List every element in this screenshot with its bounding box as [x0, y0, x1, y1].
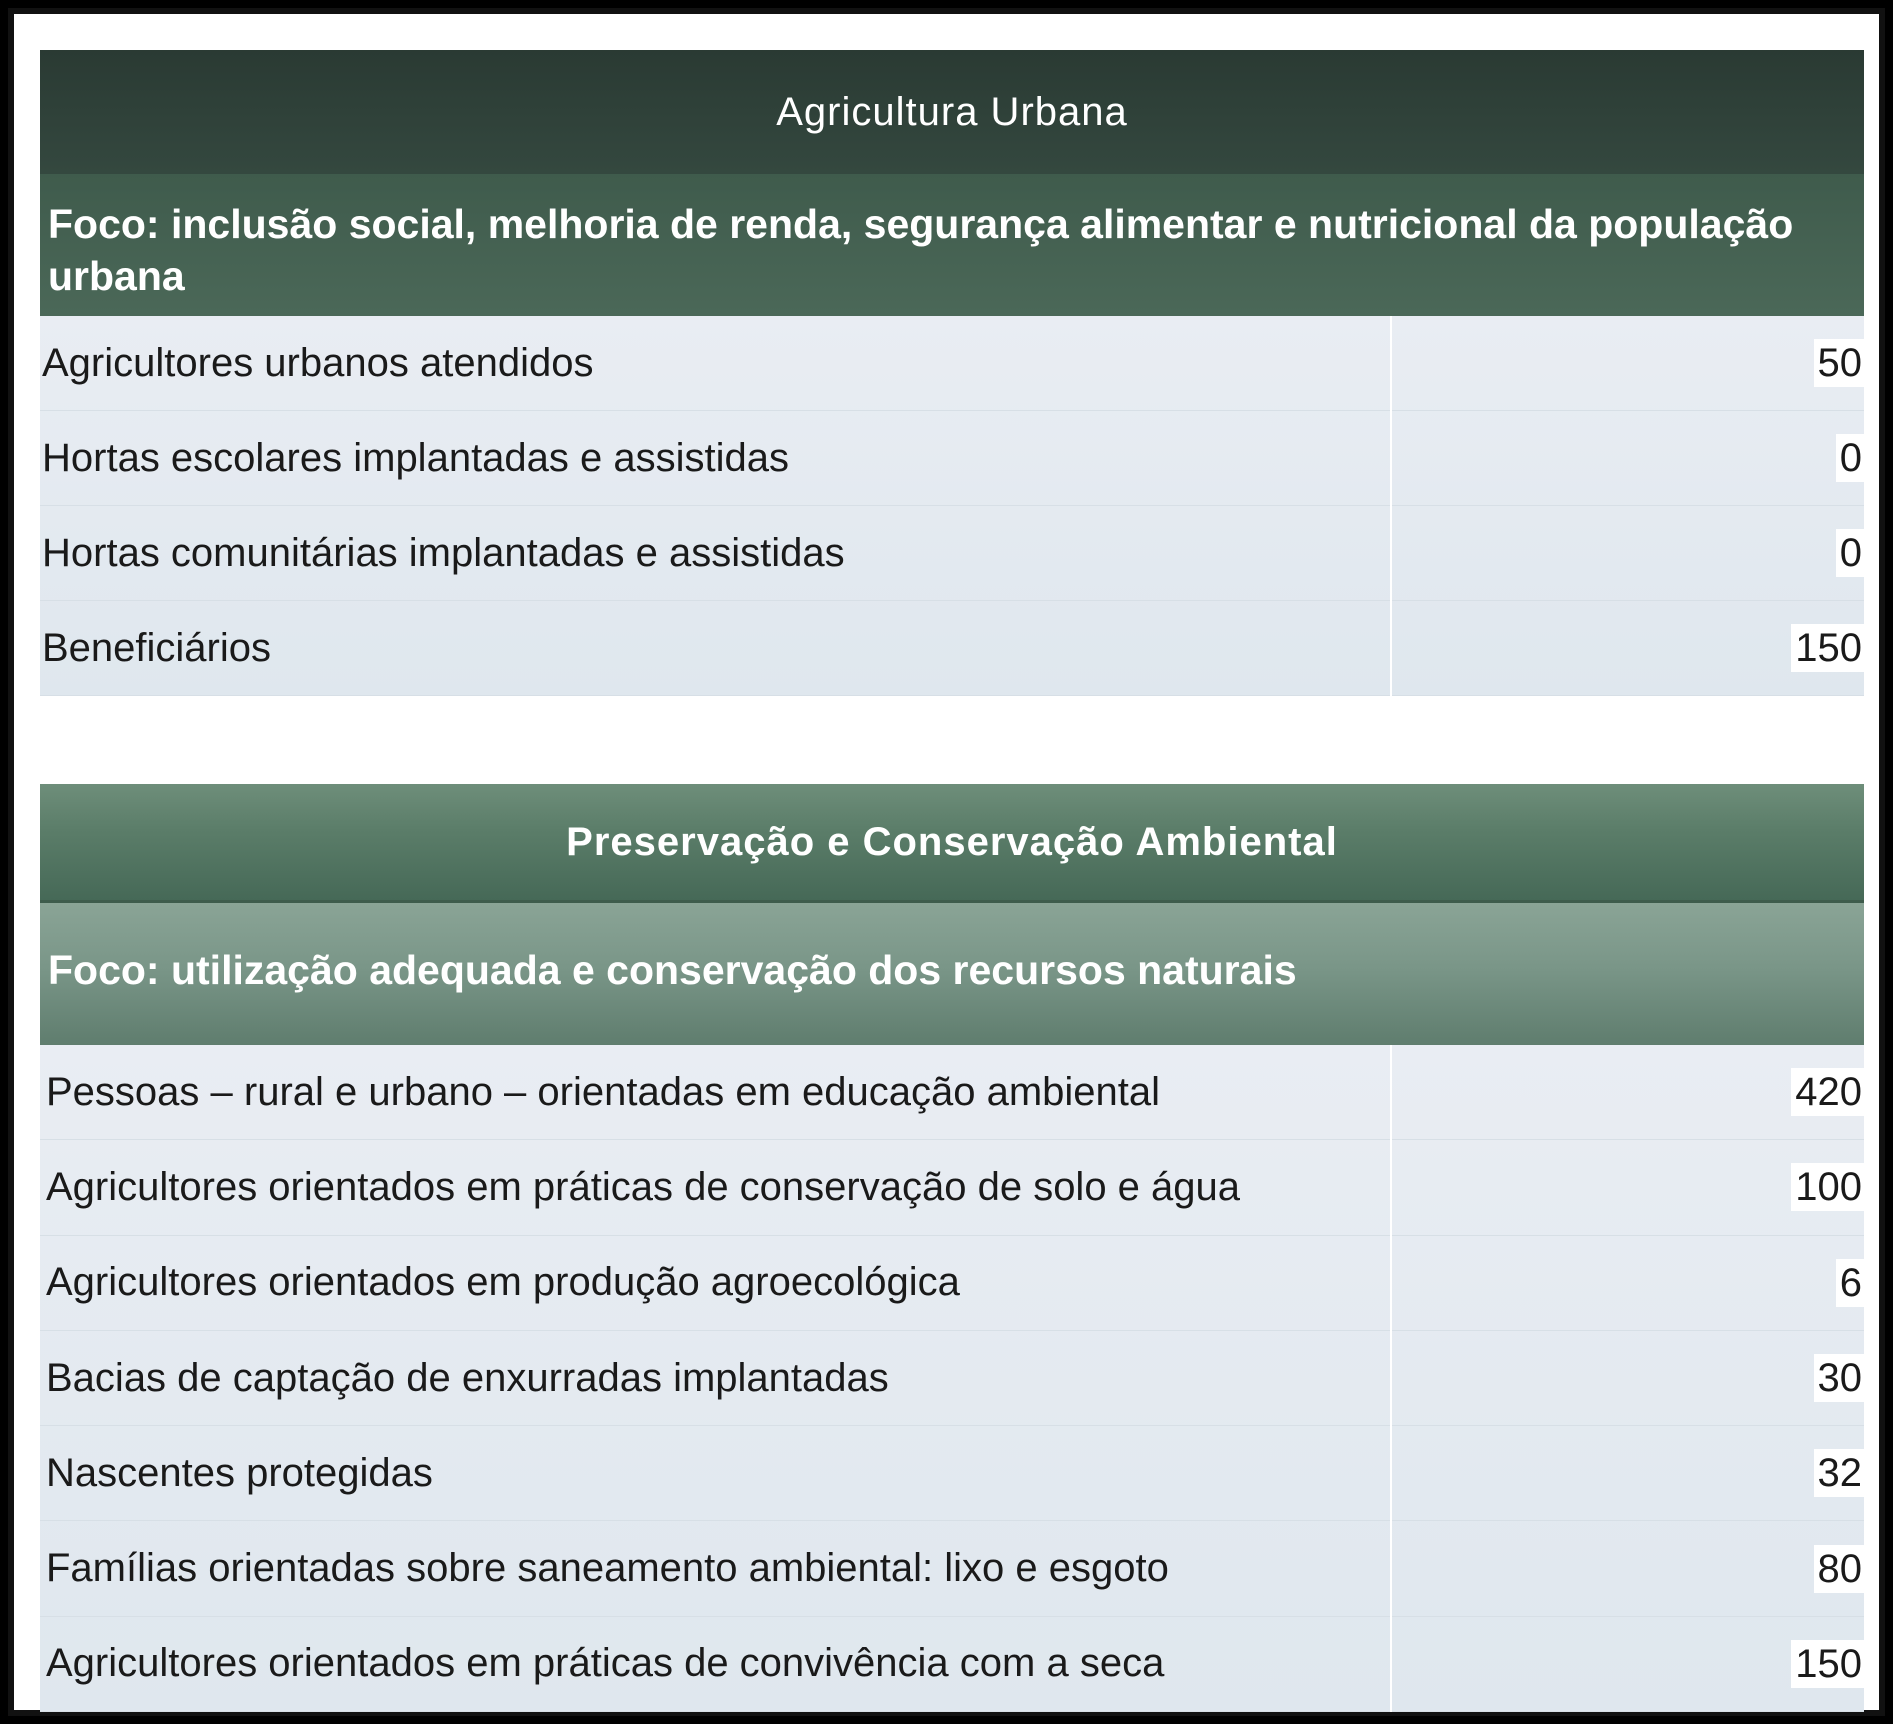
table-body: [40, 1045, 1864, 1712]
table-row: [40, 316, 1864, 411]
row-label: Agricultores orientados em práticas de convivência com a seca: [46, 1641, 1165, 1686]
table-row: [40, 506, 1864, 601]
table-row: [40, 1045, 1864, 1140]
row-value: 32: [1814, 1449, 1865, 1497]
row-label: Agricultores orientados em práticas de conservação de solo e água: [46, 1164, 1241, 1209]
row-label: Hortas escolares implantadas e assistidas: [42, 435, 790, 480]
table-row: [40, 1521, 1864, 1616]
row-value: 80: [1814, 1545, 1865, 1593]
row-label: Bacias de captação de enxurradas implantadas: [46, 1355, 889, 1400]
table-row: [40, 601, 1864, 696]
row-value: 150: [1791, 1640, 1864, 1688]
section-title: Agricultura Urbana: [40, 50, 1864, 174]
row-value: 0: [1836, 529, 1864, 577]
row-value: 50: [1814, 339, 1865, 387]
row-value: 420: [1791, 1068, 1864, 1116]
row-label: Nascentes protegidas: [46, 1450, 433, 1495]
row-label: Agricultores orientados em produção agroecológica: [46, 1260, 960, 1305]
section-focus: Foco: utilização adequada e conservação dos recursos naturais: [40, 903, 1864, 1045]
row-value: 150: [1791, 624, 1864, 672]
row-label: Agricultores urbanos atendidos: [42, 340, 594, 385]
row-value: 6: [1836, 1259, 1864, 1307]
table-row: [40, 1236, 1864, 1331]
row-value: 0: [1836, 434, 1864, 482]
table-row: [40, 1426, 1864, 1521]
row-label: Hortas comunitárias implantadas e assistidas: [42, 530, 845, 575]
row-label: Beneficiários: [42, 625, 272, 670]
table-row: [40, 1140, 1864, 1235]
table-row: [40, 1617, 1864, 1712]
document-page: [8, 8, 1885, 1716]
table-preservacao-ambiental: [40, 784, 1864, 1712]
row-label: Famílias orientadas sobre saneamento ambiental: lixo e esgoto: [46, 1546, 1169, 1591]
row-label: Pessoas – rural e urbano – orientadas em educação ambiental: [46, 1069, 1161, 1114]
table-row: [40, 1331, 1864, 1426]
section-focus: Foco: inclusão social, melhoria de renda, segurança alimentar e nutricional da população urbana: [40, 174, 1864, 316]
table-row: [40, 411, 1864, 506]
section-title: Preservação e Conservação Ambiental: [40, 784, 1864, 903]
row-value: 30: [1814, 1354, 1865, 1402]
row-value: 100: [1791, 1163, 1864, 1211]
table-body: [40, 316, 1864, 696]
table-agricultura-urbana: [40, 50, 1864, 696]
